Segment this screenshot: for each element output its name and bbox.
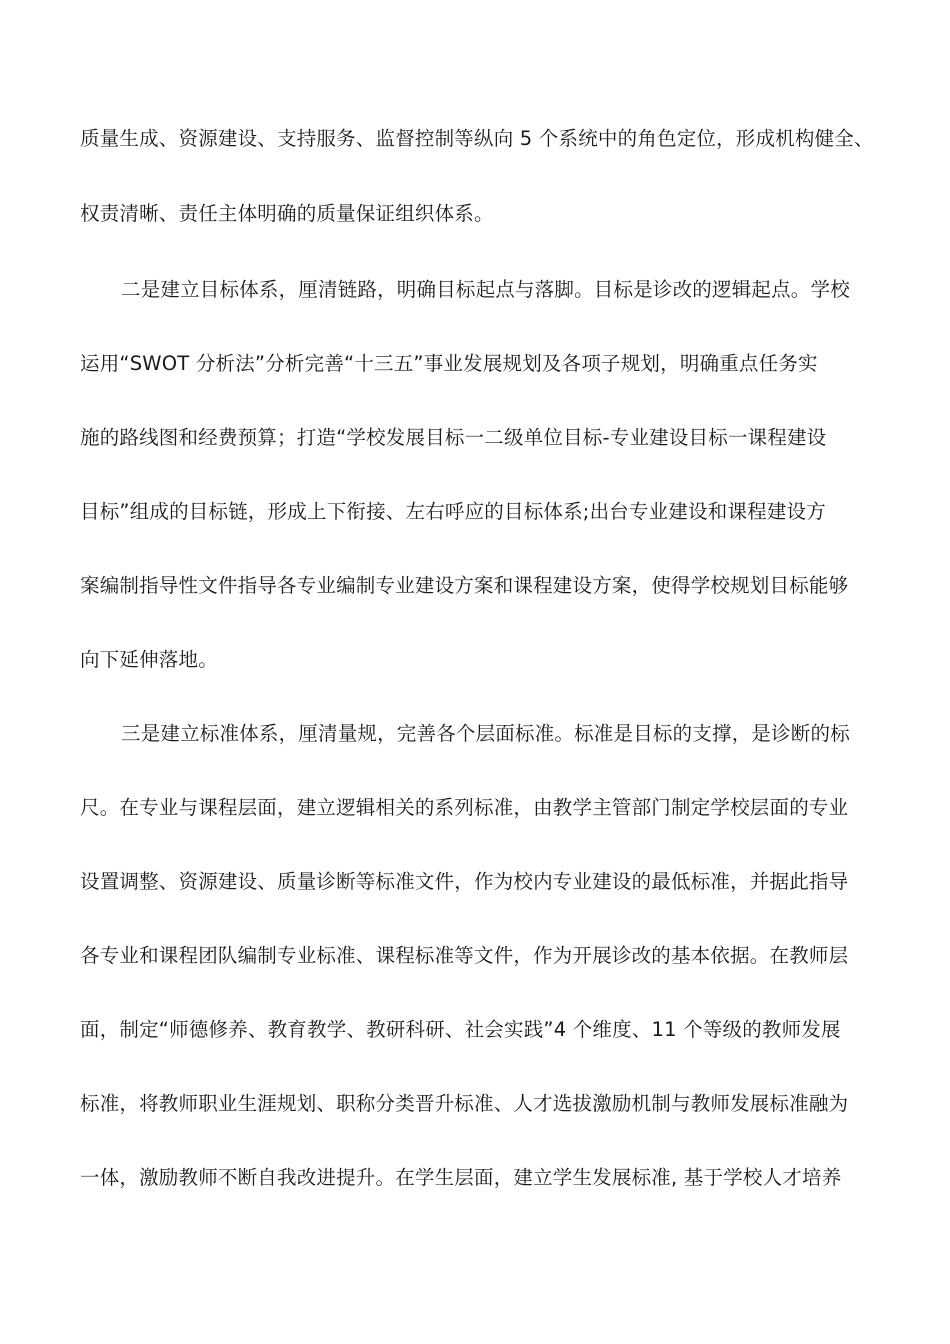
text-line: 面，制定“师德修养、教育教学、教研科研、社会实践”4 个维度、11 个等级的教师发展 [80,1018,841,1041]
text-line: 设置调整、资源建设、质量诊断等标准文件，作为校内专业建设的最低标准，并据此指导 [80,870,849,893]
text-line: 各专业和课程团队编制专业标准、课程标准等文件，作为开展诊改的基本依据。在教师层 [80,944,849,967]
text-line: 案编制指导性文件指导各专业编制专业建设方案和课程建设方案，使得学校规划目标能够 [80,574,849,597]
text-line: 一体，激励教师不断自我改进提升。在学生层面，建立学生发展标准, 基于学校人才培养 [80,1166,842,1189]
text-line: 权责清晰、责任主体明确的质量保证组织体系。 [80,202,494,225]
text-line: 标准，将教师职业生涯规划、职称分类晋升标准、人才选拔激励机制与教师发展标准融为 [80,1092,849,1115]
text-line: 质量生成、资源建设、支持服务、监督控制等纵向 5 个系统中的角色定位，形成机构健全、 [80,127,874,150]
text-line: 施的路线图和经费预算；打造“学校发展目标一二级单位目标-专业建设目标一课程建设 [80,426,827,449]
text-line: 尺。在专业与课程层面，建立逻辑相关的系列标准，由教学主管部门制定学校层面的专业 [80,796,849,819]
text-line: 目标”组成的目标链，形成上下衔接、左右呼应的目标体系;出台专业建设和课程建设方 [80,500,826,523]
text-line: 运用“SWOT 分析法”分析完善“十三五”事业发展规划及各项子规划，明确重点任务实 [80,352,818,375]
text-line: 向下延伸落地。 [80,648,218,671]
paragraph-start-line: 二是建立目标体系，厘清链路，明确目标起点与落脚。目标是诊改的逻辑起点。学校 [121,278,850,301]
paragraph-start-line: 三是建立标准体系，厘清量规，完善各个层面标准。标准是目标的支撑，是诊断的标 [121,722,850,745]
